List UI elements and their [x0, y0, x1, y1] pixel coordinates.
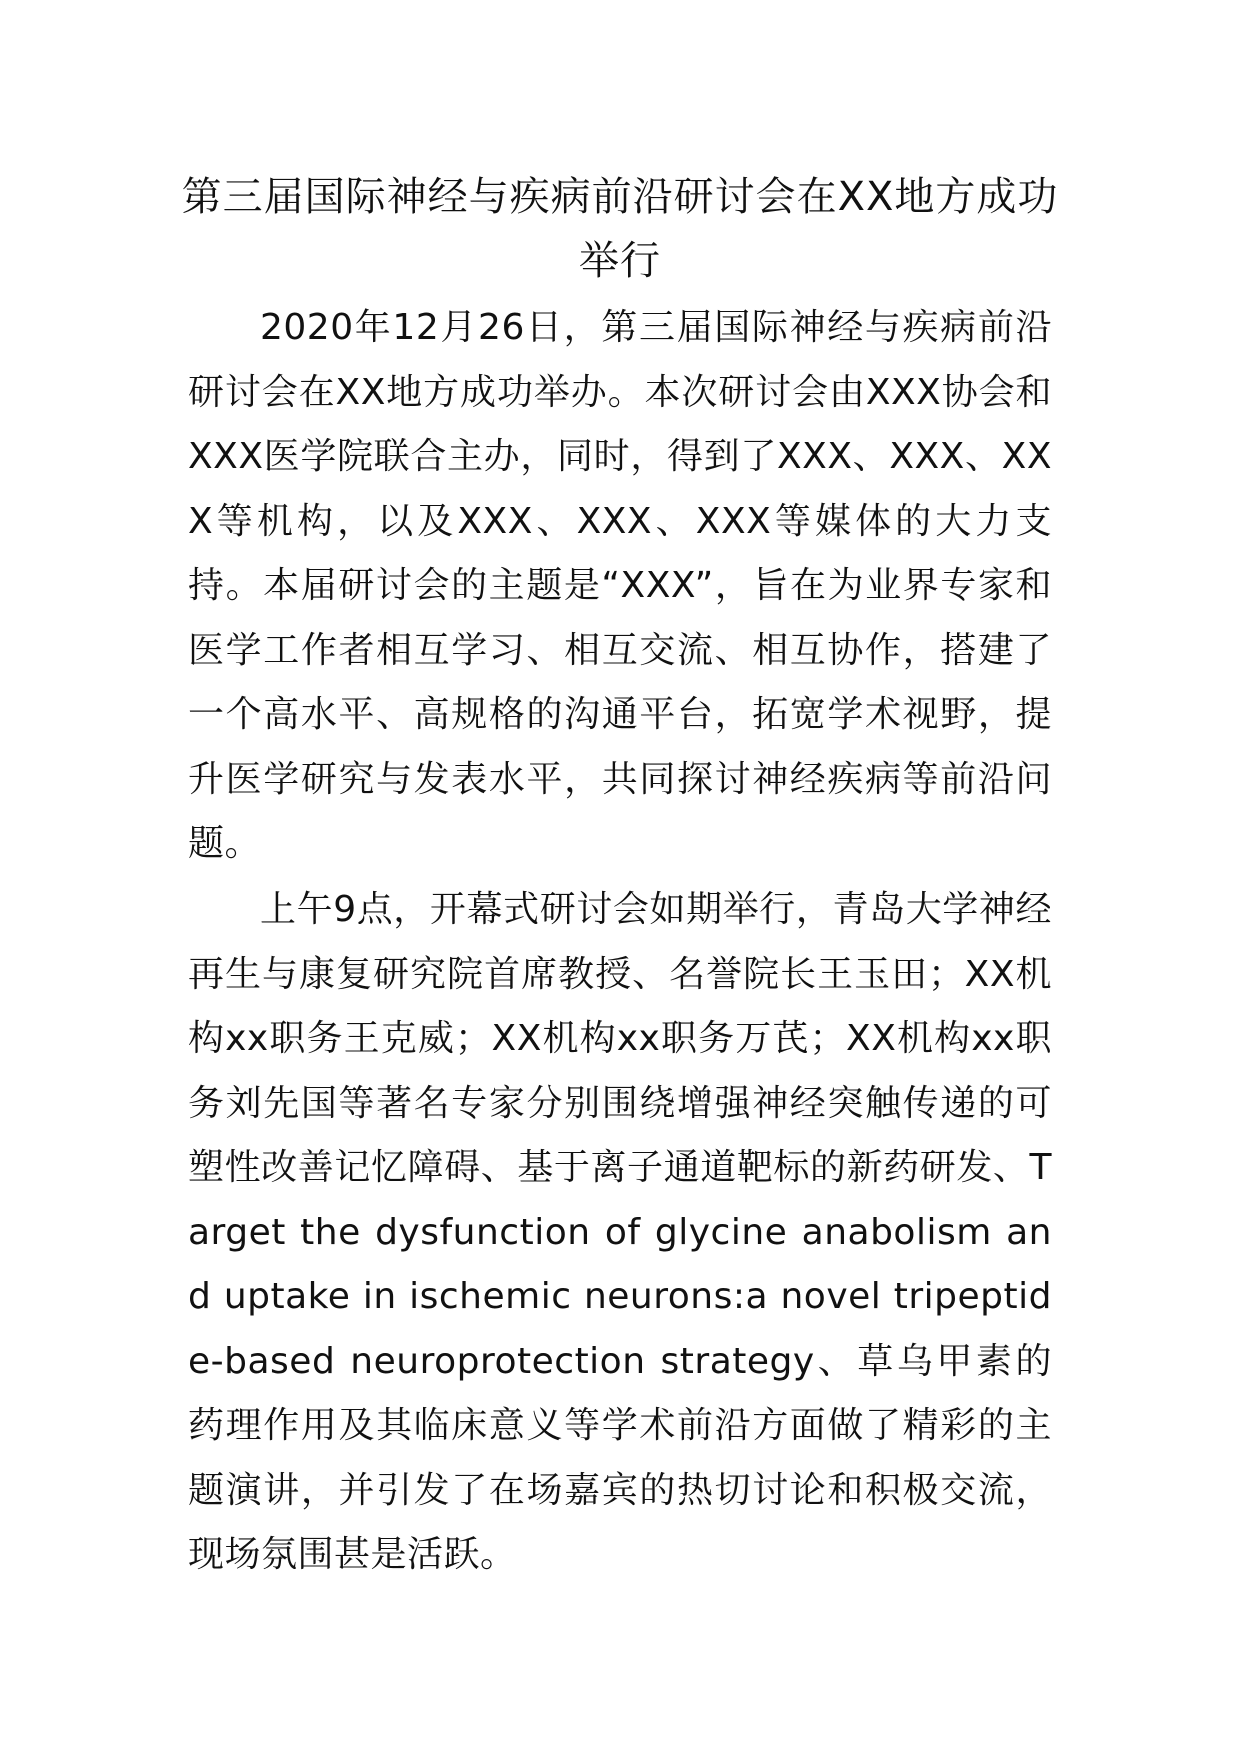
- document-title: 第三届国际神经与疾病前沿研讨会在XX地方成功举行: [181, 174, 1059, 284]
- body-paragraph-1: 2020年12月26日，第三届国际神经与疾病前沿研讨会在XX地方成功举办。本次研讨会由XXX协会和XXX医学院联合主办，同时，得到了XXX、XXX、XXX等机构，以及XXX、XXX、XXX等媒体的大力支持。本届研讨会的主题是“XXX”，旨在为业界专家和医学工作者相互学习、相互交流、相互协作，搭建了一个高水平、高规格的沟通平台，拓宽学术视野，提升医学研究与发表水平，共同探讨神经疾病等前沿问题。: [188, 307, 1052, 864]
- body-paragraph-2: 上午9点，开幕式研讨会如期举行，青岛大学神经再生与康复研究院首席教授、名誉院长王玉田；XX机构xx职务王克威；XX机构xx职务万芪；XX机构xx职务刘先国等著名专家分别围绕增强神经突触传递的可塑性改善记忆障碍、基于离子通道靶标的新药研发、Target the dysfunction of glycine anabolism and uptake in ischemic neurons:a novel tripeptide-based neuroprotection strategy、草乌甲素的药理作用及其临床意义等学术前沿方面做了精彩的主题演讲，并引发了在场嘉宾的热切讨论和积极交流，现场氛围甚是活跃。: [188, 889, 1052, 1575]
